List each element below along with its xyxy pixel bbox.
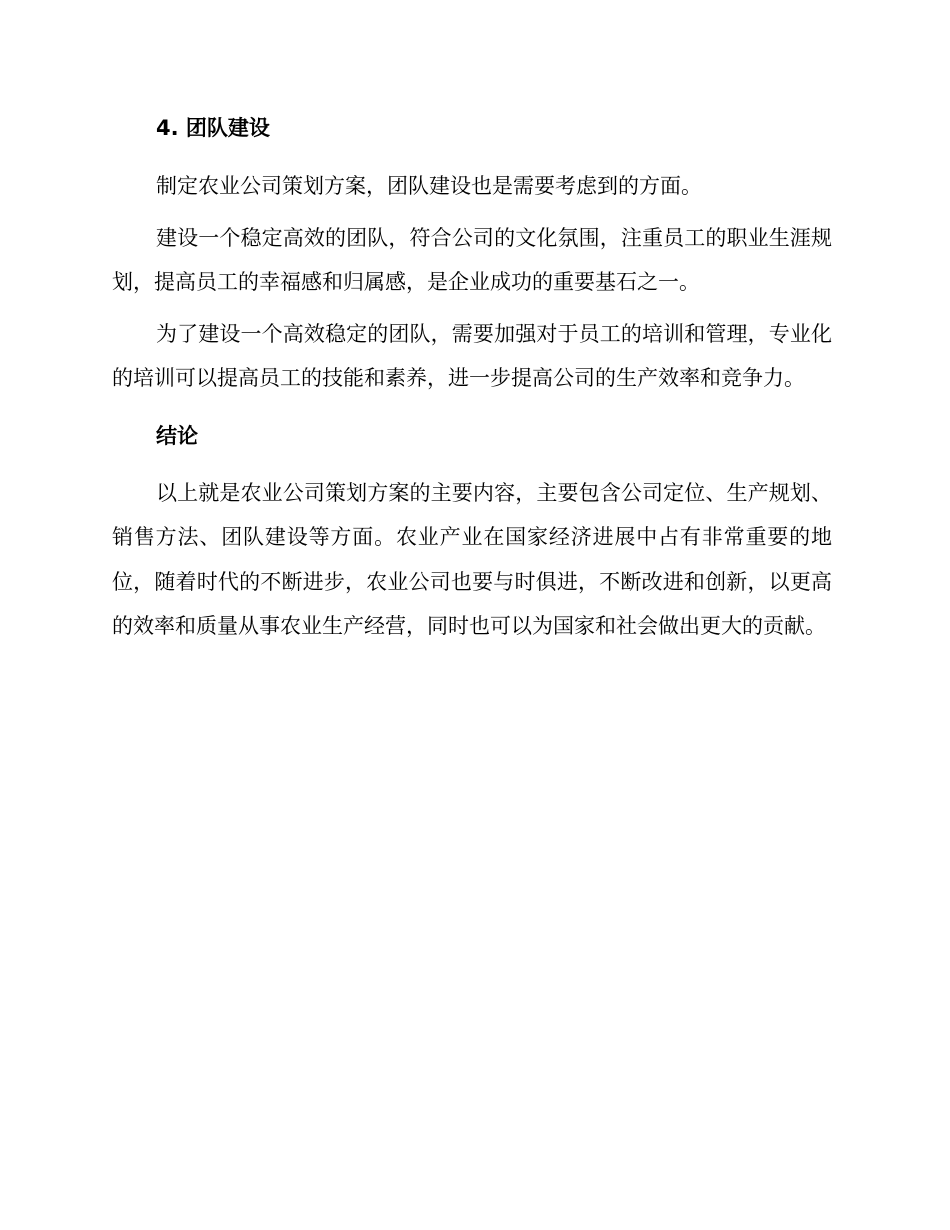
paragraph: 为了建设一个高效稳定的团队，需要加强对于员工的培训和管理，专业化的培训可以提高员工的技能和素养，进一步提高公司的生产效率和竞争力。 xyxy=(112,321,832,390)
document-page xyxy=(112,112,832,649)
paragraph: 建设一个稳定高效的团队，符合公司的文化氛围，注重员工的职业生涯规划，提高员工的幸福感和归属感，是企业成功的重要基石之一。 xyxy=(112,225,832,294)
section-heading-team-building: 4. 团队建设 xyxy=(156,116,270,140)
paragraph: 以上就是农业公司策划方案的主要内容，主要包含公司定位、生产规划、销售方法、团队建设等方面。农业产业在国家经济进展中占有非常重要的地位，随着时代的不断进步，农业公司也要与时俱进，不断改进和创新，以更高的效率和质量从事农业生产经营，同时也可以为国家和社会做出更大的贡献。 xyxy=(112,480,832,638)
paragraph: 制定农业公司策划方案，团队建设也是需要考虑到的方面。 xyxy=(156,174,702,198)
section-heading-conclusion: 结论 xyxy=(156,423,198,448)
